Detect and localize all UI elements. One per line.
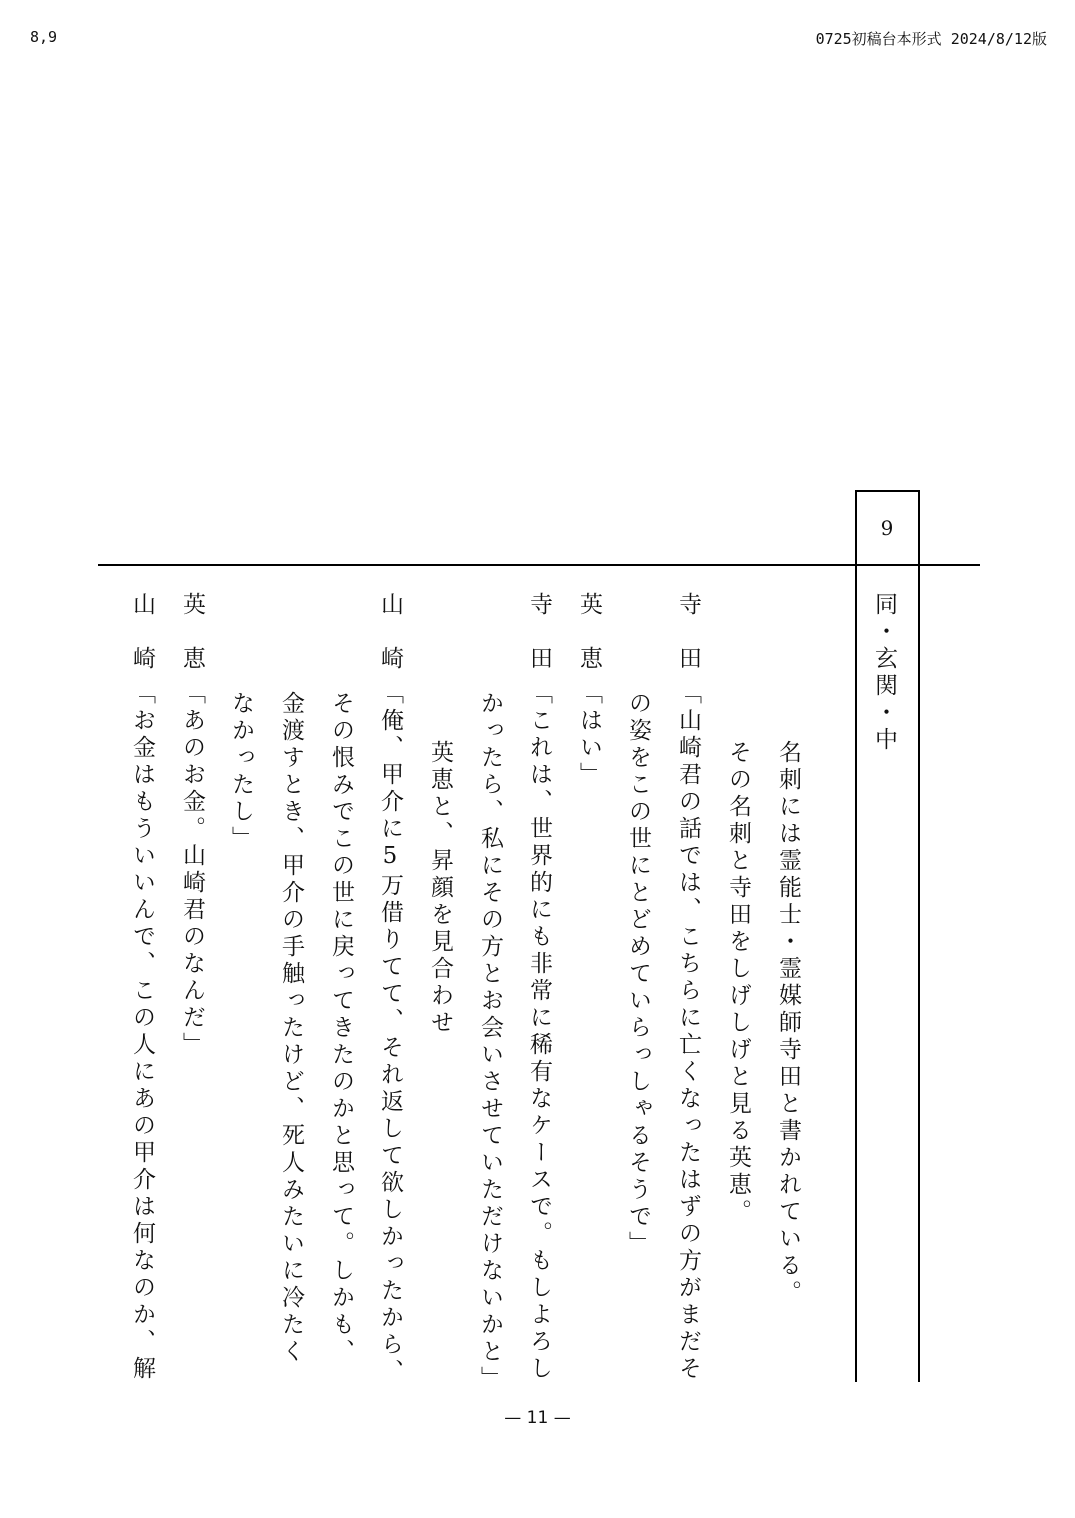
header-page-ref: 8,9 [30,28,58,46]
dialogue-continuation: その恨みでこの世に戻ってきたのかと思って。しかも、 [328,691,354,1366]
dialogue-line: 「お金はもういいんで、この人にあの甲介は何なのか、解 [129,681,155,1383]
dialogue-line: 「はい」 [576,681,602,789]
scene-box-right-border [918,490,920,1382]
scene-heading: 同・玄関・中 [871,592,897,754]
speaker-name: 寺田 [526,592,552,700]
scene-number: 9 [880,516,894,540]
action-line-3: 英恵と、昇顔を見合わせ [427,740,453,1037]
header-draft-info: 0725初稿台本形式 2024/8/12版 [815,30,1047,48]
speaker-name: 寺田 [675,592,701,700]
speaker-name: 英恵 [179,592,205,700]
dialogue-line: 「あのお金。山崎君のなんだ」 [179,681,205,1059]
speaker-name: 山崎 [377,592,403,700]
action-line-1: 名刺には霊能士・霊媒師寺田と書かれている。 [775,740,801,1307]
dialogue-line: 「山崎君の話では、こちらに亡くなったはずの方がまだそ [675,681,701,1383]
speaker-name: 山崎 [129,592,155,700]
dialogue-continuation: かったら、私にその方とお会いさせていただけないかと」 [477,691,503,1393]
scene-box-left-border [855,490,857,1382]
dialogue-continuation: の姿をこの世にとどめていらっしゃるそうで」 [625,691,651,1258]
dialogue-line: 「これは、世界的にも非常に稀有なケースで。もしよろし [526,681,552,1383]
action-line-2: その名刺と寺田をしげしげと見る英恵。 [725,740,751,1226]
dialogue-continuation: なかったし」 [228,691,254,853]
speaker-name: 英恵 [576,592,602,700]
dialogue-continuation: 金渡すとき、甲介の手触ったけど、死人みたいに冷たく [278,691,304,1366]
horizontal-rule [98,564,980,566]
page-number: — 11 — [504,1408,571,1428]
dialogue-line: 「俺、甲介に5万借りてて、それ返して欲しかったから、 [377,681,403,1386]
